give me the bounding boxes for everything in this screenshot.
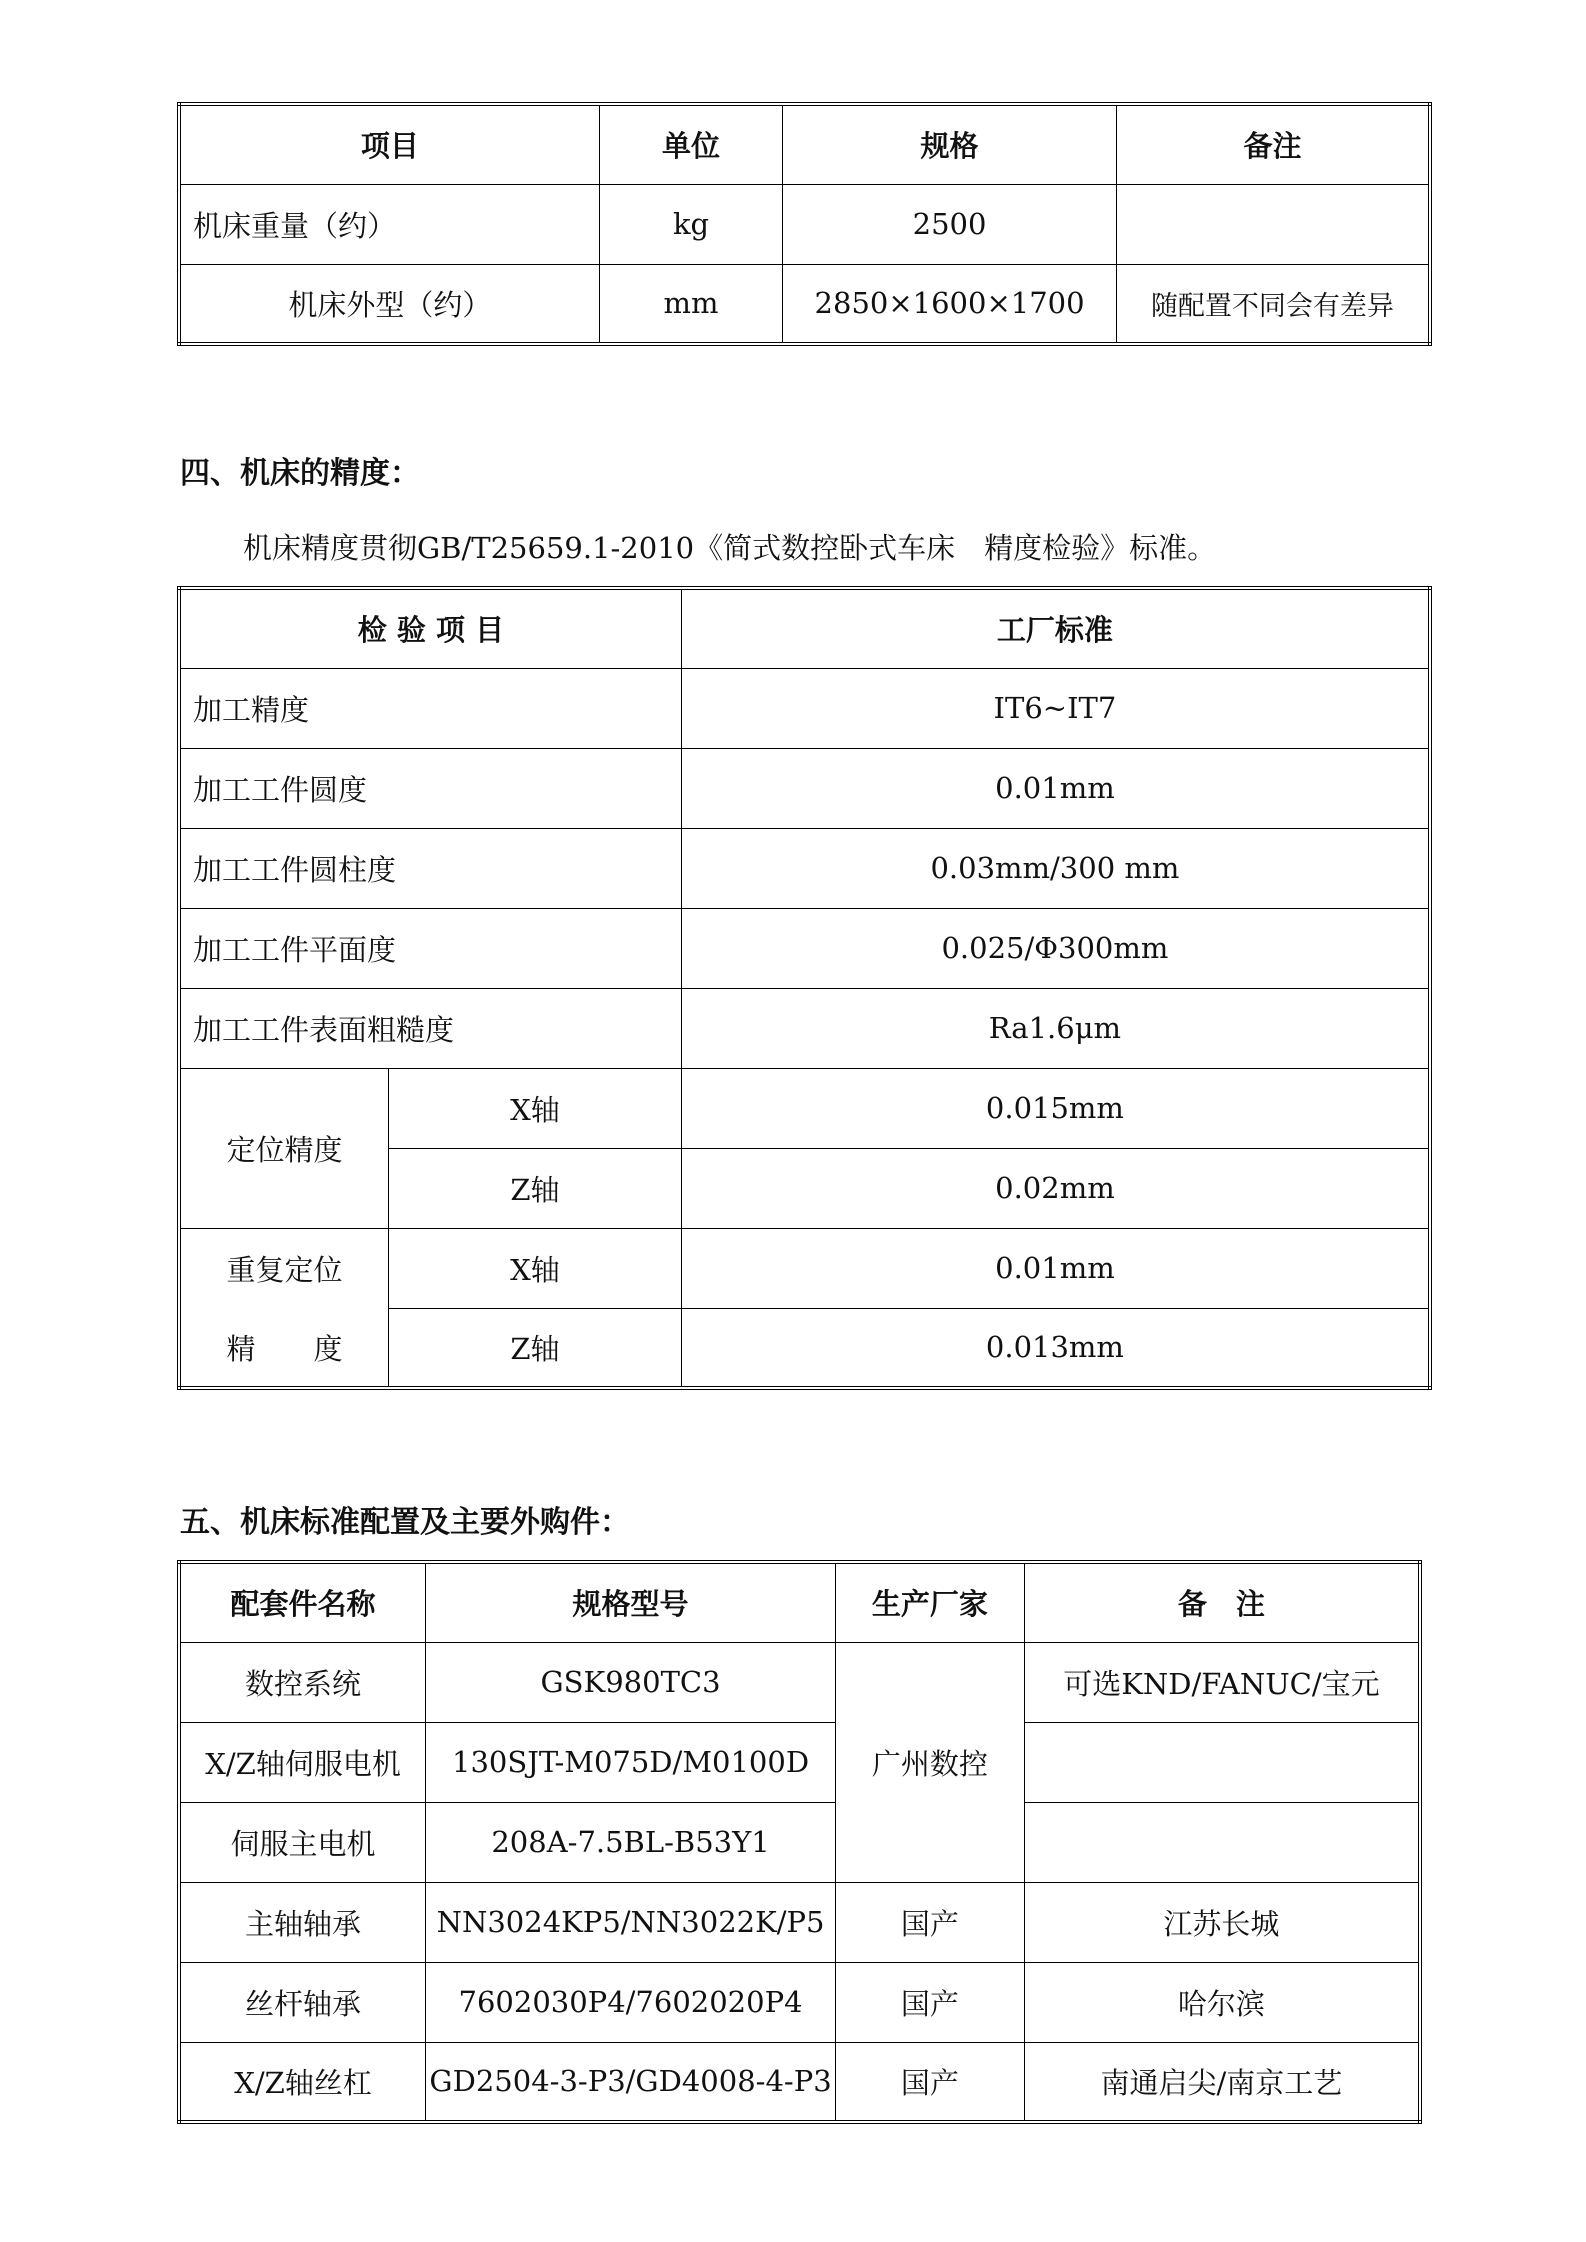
section-heading-precision: 四、机床的精度：: [180, 456, 420, 491]
cell-item: 加工工件圆柱度: [179, 828, 681, 908]
cell-axis: X轴: [388, 1228, 681, 1308]
cell-item: 机床重量（约）: [179, 184, 599, 264]
cell-model: GSK980TC3: [426, 1642, 836, 1722]
cell-item: 加工精度: [179, 668, 681, 748]
cell-note: 哈尔滨: [1024, 1962, 1420, 2042]
cell-model: 130SJT-M075D/M0100D: [426, 1722, 836, 1802]
table-row: [179, 264, 1430, 344]
cell-note: 随配置不同会有差异: [1116, 264, 1430, 344]
table-header-row: [179, 104, 1430, 184]
section-heading-configuration: 五、机床标准配置及主要外购件：: [180, 1505, 630, 1540]
header-item: 项目: [179, 104, 599, 184]
header-note: 备注: [1116, 104, 1430, 184]
table-row: [179, 1882, 1420, 1962]
precision-intro: 机床精度贯彻GB/T25659.1-2010《简式数控卧式车床 精度检验》标准。: [243, 531, 1217, 565]
header-factory-standard: 工厂标准: [681, 588, 1430, 668]
cell-value: 0.01mm: [681, 748, 1430, 828]
cell-maker-merged: 广州数控: [835, 1642, 1024, 1882]
cell-value: 0.025/Φ300mm: [681, 908, 1430, 988]
cell-part-name: 丝杆轴承: [179, 1962, 426, 2042]
cell-value: 0.013mm: [681, 1308, 1430, 1388]
cell-note: 江苏长城: [1024, 1882, 1420, 1962]
cell-axis: X轴: [388, 1068, 681, 1148]
cell-maker: 国产: [835, 1882, 1024, 1962]
table-row: [179, 1722, 1420, 1802]
table-row: [179, 1068, 1430, 1148]
cell-repeat-label-line2: 精 度: [179, 1308, 388, 1388]
cell-value: Ra1.6μm: [681, 988, 1430, 1068]
cell-value: 0.03mm/300 mm: [681, 828, 1430, 908]
header-unit: 单位: [599, 104, 782, 184]
cell-model: 208A-7.5BL-B53Y1: [426, 1802, 836, 1882]
cell-part-name: 伺服主电机: [179, 1802, 426, 1882]
table-row: [179, 1642, 1420, 1722]
table-row: [179, 828, 1430, 908]
cell-maker: 国产: [835, 2042, 1024, 2122]
configuration-table: [177, 1560, 1422, 2124]
cell-axis: Z轴: [388, 1148, 681, 1228]
cell-item: 加工工件表面粗糙度: [179, 988, 681, 1068]
table-row: [179, 1228, 1430, 1308]
cell-note: 南通启尖/南京工艺: [1024, 2042, 1420, 2122]
header-spec: 规格: [783, 104, 1117, 184]
table-row: [179, 1802, 1420, 1882]
table-header-row: [179, 588, 1430, 668]
table-row: [179, 2042, 1420, 2122]
cell-note: [1116, 184, 1430, 264]
header-model: 规格型号: [426, 1562, 836, 1642]
cell-value: IT6~IT7: [681, 668, 1430, 748]
cell-unit: mm: [599, 264, 782, 344]
cell-spec: 2500: [783, 184, 1117, 264]
cell-part-name: 数控系统: [179, 1642, 426, 1722]
cell-part-name: 主轴轴承: [179, 1882, 426, 1962]
table-row: [179, 1308, 1430, 1388]
table-row: [179, 668, 1430, 748]
cell-note: 可选KND/FANUC/宝元: [1024, 1642, 1420, 1722]
header-maker: 生产厂家: [835, 1562, 1024, 1642]
table-row: [179, 1962, 1420, 2042]
cell-positioning-label: 定位精度: [179, 1068, 388, 1228]
header-note: 备 注: [1024, 1562, 1420, 1642]
table-row: [179, 988, 1430, 1068]
header-inspection-item: 检 验 项 目: [179, 588, 681, 668]
machine-dimensions-table: [177, 102, 1432, 346]
cell-note: [1024, 1722, 1420, 1802]
cell-value: 0.015mm: [681, 1068, 1430, 1148]
cell-part-name: X/Z轴伺服电机: [179, 1722, 426, 1802]
cell-spec: 2850×1600×1700: [783, 264, 1117, 344]
table-row: [179, 908, 1430, 988]
table-header-row: [179, 1562, 1420, 1642]
cell-part-name: X/Z轴丝杠: [179, 2042, 426, 2122]
header-part-name: 配套件名称: [179, 1562, 426, 1642]
precision-table: [177, 586, 1432, 1390]
cell-value: 0.01mm: [681, 1228, 1430, 1308]
cell-model: 7602030P4/7602020P4: [426, 1962, 836, 2042]
cell-unit: kg: [599, 184, 782, 264]
table-row: [179, 184, 1430, 264]
cell-value: 0.02mm: [681, 1148, 1430, 1228]
cell-note: [1024, 1802, 1420, 1882]
cell-maker: 国产: [835, 1962, 1024, 2042]
cell-model: GD2504-3-P3/GD4008-4-P3: [426, 2042, 836, 2122]
cell-item: 加工工件平面度: [179, 908, 681, 988]
cell-repeat-label-line1: 重复定位: [179, 1228, 388, 1308]
table-row: [179, 748, 1430, 828]
cell-model: NN3024KP5/NN3022K/P5: [426, 1882, 836, 1962]
cell-item: 机床外型（约）: [179, 264, 599, 344]
cell-item: 加工工件圆度: [179, 748, 681, 828]
cell-axis: Z轴: [388, 1308, 681, 1388]
